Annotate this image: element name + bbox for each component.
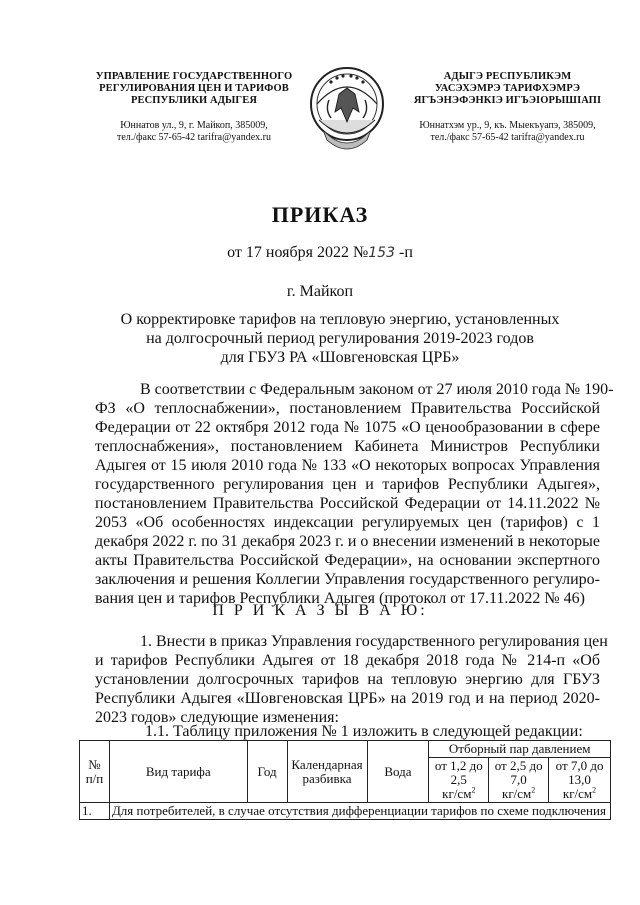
- emblem-icon: [305, 60, 389, 160]
- paragraph-line: 2023 годов» следующие изменения:: [95, 709, 339, 726]
- col-header-num: № п/п: [80, 741, 110, 803]
- order-subject: [100, 310, 580, 367]
- paragraph-line: вания цен и тарифов Республики Адыгея (протокол от 17.11.2022 № 46): [95, 590, 585, 607]
- col-header-calendar: Календарная разбивка: [287, 741, 367, 803]
- authority-name-ady: [400, 71, 615, 107]
- authority-name-line: ЯГЪЭНЭФЭНКІЭ ИГЪЭІОРЫШІАПІ: [413, 95, 602, 106]
- authority-name-ru: [78, 71, 310, 107]
- paragraph-line: установлении долгосрочных тарифов на тепловую энергию для ГБУЗ: [95, 671, 600, 688]
- address-line: Юннатхэм ур., 9, къ. Мыекъуапэ, 385009,: [419, 120, 596, 131]
- authority-name-line: УПРАВЛЕНИЕ ГОСУДАРСТВЕННОГО: [95, 71, 293, 82]
- document-title: ПРИКАЗ: [271, 202, 369, 227]
- contact-line: тел./факс 57-65-42 tarifra@yandex.ru: [430, 132, 585, 143]
- order-number: 153: [368, 245, 395, 261]
- col-header-steam-3: от 7,0 до 13,0 $кг/см^2$: [549, 758, 611, 803]
- authority-name-line: УАСЭХЭМРЭ ТАРИФХЭМРЭ: [434, 83, 581, 94]
- authority-name-line: РЕГУЛИРОВАНИЯ ЦЕН И ТАРИФОВ: [99, 83, 289, 94]
- authority-address-ady: [400, 120, 615, 144]
- col-header-steam-group: Отборный пар давлением: [429, 741, 611, 758]
- city: г. Майкоп: [286, 283, 354, 300]
- subject-line: О корректировке тарифов на тепловую энергию, установленных: [120, 311, 560, 328]
- order-directive-heading: П Р И К А З Ы В А Ю:: [212, 602, 428, 619]
- order-item-1-1: 1.1. Таблицу приложения № 1 изложить в следующей редакции:: [145, 723, 583, 740]
- paragraph-line: 2053 «Об особенностях индексации регулируемых цен (тарифов) с 1: [95, 514, 600, 531]
- paragraph-line: акты Правительства Российской Федерации», на основании экспертного: [95, 552, 600, 569]
- republic-emblem: [305, 60, 389, 160]
- order-date-number: [0, 244, 640, 262]
- contact-line: тел./факс 57-65-42 tarifra@yandex.ru: [116, 132, 272, 143]
- order-suffix: -п: [395, 244, 413, 261]
- order-item-1: [95, 632, 608, 727]
- table-row: [80, 803, 611, 820]
- paragraph-line: В соответствии с Федеральным законом от 27 июля 2010 года № 190-: [140, 381, 614, 398]
- col-header-water: Вода: [367, 741, 429, 803]
- paragraph-line: Адыгея от 15 июля 2010 года № 133 «О некоторых вопросах Управления: [95, 457, 600, 474]
- legal-basis-paragraph: [95, 380, 614, 608]
- order-date: от 17 ноября 2022 №: [227, 244, 369, 261]
- paragraph-line: теплоснабжения», постановлением Кабинета Министров Республики: [95, 438, 600, 455]
- subject-line: для ГБУЗ РА «Шовгеновская ЦРБ»: [220, 349, 460, 366]
- subject-line: на долгосрочный период регулирования 2019-2023 годов: [146, 330, 534, 347]
- paragraph-line: и тарифов Республики Адыгея от 18 декабря 2018 года № 214-п «Об: [95, 652, 600, 669]
- col-header-year: Год: [247, 741, 287, 803]
- authority-address-ru: [78, 120, 310, 144]
- row-num: 1.: [80, 803, 110, 820]
- col-header-steam-1: от 1,2 до 2,5 $кг/см^2$: [429, 758, 489, 803]
- paragraph-line: ФЗ «О теплоснабжении», постановлением Правительства Российской: [95, 400, 600, 417]
- col-header-steam-2: от 2,5 до 7,0 $кг/см^2$: [489, 758, 549, 803]
- col-header-kind: Вид тарифа: [109, 741, 247, 803]
- authority-name-line: РЕСПУБЛИКИ АДЫГЕЯ: [130, 95, 258, 106]
- paragraph-line: постановлением Правительства Российской Федерации от 14.11.2022 №: [95, 495, 600, 512]
- authority-name-line: АДЫГЭ РЕСПУБЛИКЭМ: [443, 71, 572, 82]
- table-header-row: [80, 741, 611, 758]
- address-line: Юннатов ул., 9, г. Майкоп, 385009,: [120, 120, 268, 131]
- tariff-table: [79, 740, 611, 820]
- paragraph-line: Федерации от 22 октября 2012 года № 1075 «О ценообразовании в сфере: [95, 419, 600, 436]
- paragraph-line: 1. Внести в приказ Управления государственного регулирования цен: [140, 633, 608, 650]
- paragraph-line: заключения и решения Коллегии Управления государственного регулиро-: [95, 571, 600, 588]
- row-description: Для потребителей, в случае отсутствия дифференциации тарифов по схеме подключения: [109, 803, 610, 820]
- paragraph-line: государственного регулирования цен и тарифов Республики Адыгея»,: [95, 476, 600, 493]
- paragraph-line: декабря 2022 г. по 31 декабря 2023 г. и о внесении изменений в некоторые: [95, 533, 600, 550]
- paragraph-line: Республики Адыгея «Шовгеновская ЦРБ» на 2019 год и на период 2020-: [95, 690, 600, 707]
